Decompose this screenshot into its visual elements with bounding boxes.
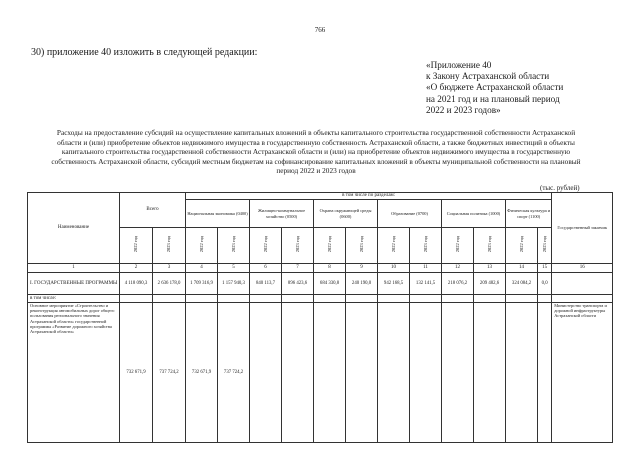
year-cell xyxy=(378,228,410,264)
year-label: 2023 год xyxy=(230,235,236,253)
row-value: 240 190,0 xyxy=(346,273,378,295)
row-customer xyxy=(552,295,613,303)
row-name: Основное мероприятие «Строительство и реконструкция автомобильных дорог общего пользования регионального значения Астраханской области» государственной программы «Развитие дорожного хозяйства Астраханской области» xyxy=(28,303,120,443)
row-value xyxy=(410,295,442,303)
row-value xyxy=(314,295,346,303)
header-including: в том числе по разделам: xyxy=(186,193,552,200)
intro-text: 30) приложение 40 изложить в следующей редакции: xyxy=(31,47,258,58)
year-cell xyxy=(442,228,474,264)
table-row xyxy=(28,303,613,443)
row-value xyxy=(218,295,250,303)
row-value: 1 709 316,9 xyxy=(186,273,218,295)
year-cell xyxy=(474,228,506,264)
row-value xyxy=(250,303,282,443)
year-label: 2023 год xyxy=(486,235,492,253)
row-value xyxy=(346,295,378,303)
row-value xyxy=(442,295,474,303)
column-number: 10 xyxy=(378,264,410,273)
header-section: Образование (0700) xyxy=(378,200,442,228)
row-value xyxy=(153,295,186,303)
row-value: 732 671,9 xyxy=(186,303,218,443)
row-value xyxy=(538,295,552,303)
year-cell xyxy=(346,228,378,264)
row-value: 942 168,5 xyxy=(378,273,410,295)
row-value xyxy=(474,303,506,443)
header-name: Наименование xyxy=(28,193,120,264)
column-number: 12 xyxy=(442,264,474,273)
year-label: 2022 год xyxy=(326,235,332,253)
row-value: 132 141,5 xyxy=(410,273,442,295)
year-label: 2022 год xyxy=(133,235,138,253)
year-cell xyxy=(314,228,346,264)
row-value: 732 671,9 xyxy=(120,303,153,443)
year-label: 2022 год xyxy=(262,235,268,253)
year-cell xyxy=(218,228,250,264)
row-value: 209 482,6 xyxy=(474,273,506,295)
year-cell xyxy=(538,228,552,264)
year-cell xyxy=(153,228,186,264)
column-number: 2 xyxy=(120,264,153,273)
row-value: 840 113,7 xyxy=(250,273,282,295)
header-section: Жилищно-коммунальное хозяйство (0500) xyxy=(250,200,314,228)
row-value xyxy=(410,303,442,443)
row-value xyxy=(378,295,410,303)
year-label: 2022 год xyxy=(390,235,396,253)
row-customer xyxy=(552,273,613,295)
column-number: 6 xyxy=(250,264,282,273)
column-number: 15 xyxy=(538,264,552,273)
budget-table xyxy=(27,192,613,443)
column-number: 1 xyxy=(28,264,120,273)
header-section: Социальная политика (1000) xyxy=(442,200,506,228)
row-value: 2 636 178,0 xyxy=(153,273,186,295)
column-number: 7 xyxy=(282,264,314,273)
year-label: 2022 год xyxy=(198,235,204,253)
row-value xyxy=(314,303,346,443)
row-value xyxy=(506,295,538,303)
row-value xyxy=(120,295,153,303)
row-value: 684 330,8 xyxy=(314,273,346,295)
row-value xyxy=(506,303,538,443)
appendix-line: 2022 и 2023 годов» xyxy=(426,104,501,115)
column-number: 8 xyxy=(314,264,346,273)
row-customer: Министерство транспорта и дорожной инфраструктуры Астраханской области xyxy=(552,303,613,443)
header-customer: Государственный заказчик xyxy=(552,193,613,264)
appendix-line: к Закону Астраханской области xyxy=(426,71,550,82)
appendix-block xyxy=(426,60,563,116)
year-label: 2023 год xyxy=(358,235,364,253)
row-value xyxy=(186,295,218,303)
row-value: 324 084,2 xyxy=(506,273,538,295)
row-value: 737 724,2 xyxy=(218,303,250,443)
row-value xyxy=(282,295,314,303)
appendix-line: на 2021 год и на плановый период xyxy=(426,93,560,104)
column-number: 5 xyxy=(218,264,250,273)
header-section: Охрана окружающей среды (0600) xyxy=(314,200,378,228)
row-name: I. ГОСУДАРСТВЕННЫЕ ПРОГРАММЫ xyxy=(28,273,120,295)
year-cell xyxy=(282,228,314,264)
row-value xyxy=(282,303,314,443)
column-number-row xyxy=(28,264,613,273)
header-section: Физическая культура и спорт (1100) xyxy=(506,200,552,228)
year-label: 2023 год xyxy=(422,235,428,253)
row-value xyxy=(250,295,282,303)
year-cell xyxy=(410,228,442,264)
row-value: 896 423,6 xyxy=(282,273,314,295)
year-cell xyxy=(186,228,218,264)
row-name: в том числе: xyxy=(28,295,120,303)
row-value xyxy=(346,303,378,443)
column-number: 13 xyxy=(474,264,506,273)
row-value xyxy=(538,303,552,443)
year-cell xyxy=(250,228,282,264)
page-number: 766 xyxy=(314,26,326,34)
year-label: 2022 год xyxy=(454,235,460,253)
table-row xyxy=(28,273,613,295)
row-value xyxy=(442,303,474,443)
year-label: 2022 год xyxy=(518,235,524,253)
row-value: 218 076,2 xyxy=(442,273,474,295)
table-row xyxy=(28,295,613,303)
year-cell xyxy=(120,228,153,264)
column-number: 14 xyxy=(506,264,538,273)
row-value xyxy=(378,303,410,443)
year-label: 2023 год xyxy=(541,235,547,253)
row-value: 0,0 xyxy=(538,273,552,295)
appendix-line: «О бюджете Астраханской области xyxy=(426,82,564,93)
column-number: 11 xyxy=(410,264,442,273)
header-total: Всего xyxy=(120,193,186,228)
year-label: 2023 год xyxy=(166,235,171,253)
column-number: 3 xyxy=(153,264,186,273)
header-section: Национальная экономика (0400) xyxy=(186,200,250,228)
row-value: 1 157 940,3 xyxy=(218,273,250,295)
year-cell xyxy=(506,228,538,264)
column-number: 4 xyxy=(186,264,218,273)
table-heading: Расходы на предоставление субсидий на осуществление капитальных вложений в объекты капитального строительства государственной собственности Астраханской области и (или) приобретение объектов недвижимого имущества в государственную собственность Астраханской области, а также бюджетных инвестиций в объекты капитального строительства государственной собственности Астраханской области и (или) на приобретение объектов недвижимого имущества в государственную собственность Астраханской области, субсидий местным бюджетам на софинансирование капитальных вложений в объекты муниципальной собственности на плановый период 2022 и 2023 годов xyxy=(51,128,581,175)
column-number: 9 xyxy=(346,264,378,273)
column-number: 16 xyxy=(552,264,613,273)
units-label: (тыс. рублей) xyxy=(540,184,580,192)
row-value xyxy=(474,295,506,303)
year-label: 2023 год xyxy=(294,235,300,253)
row-value: 737 724,2 xyxy=(153,303,186,443)
appendix-line: «Приложение 40 xyxy=(426,60,492,70)
row-value: 4 118 090,3 xyxy=(120,273,153,295)
